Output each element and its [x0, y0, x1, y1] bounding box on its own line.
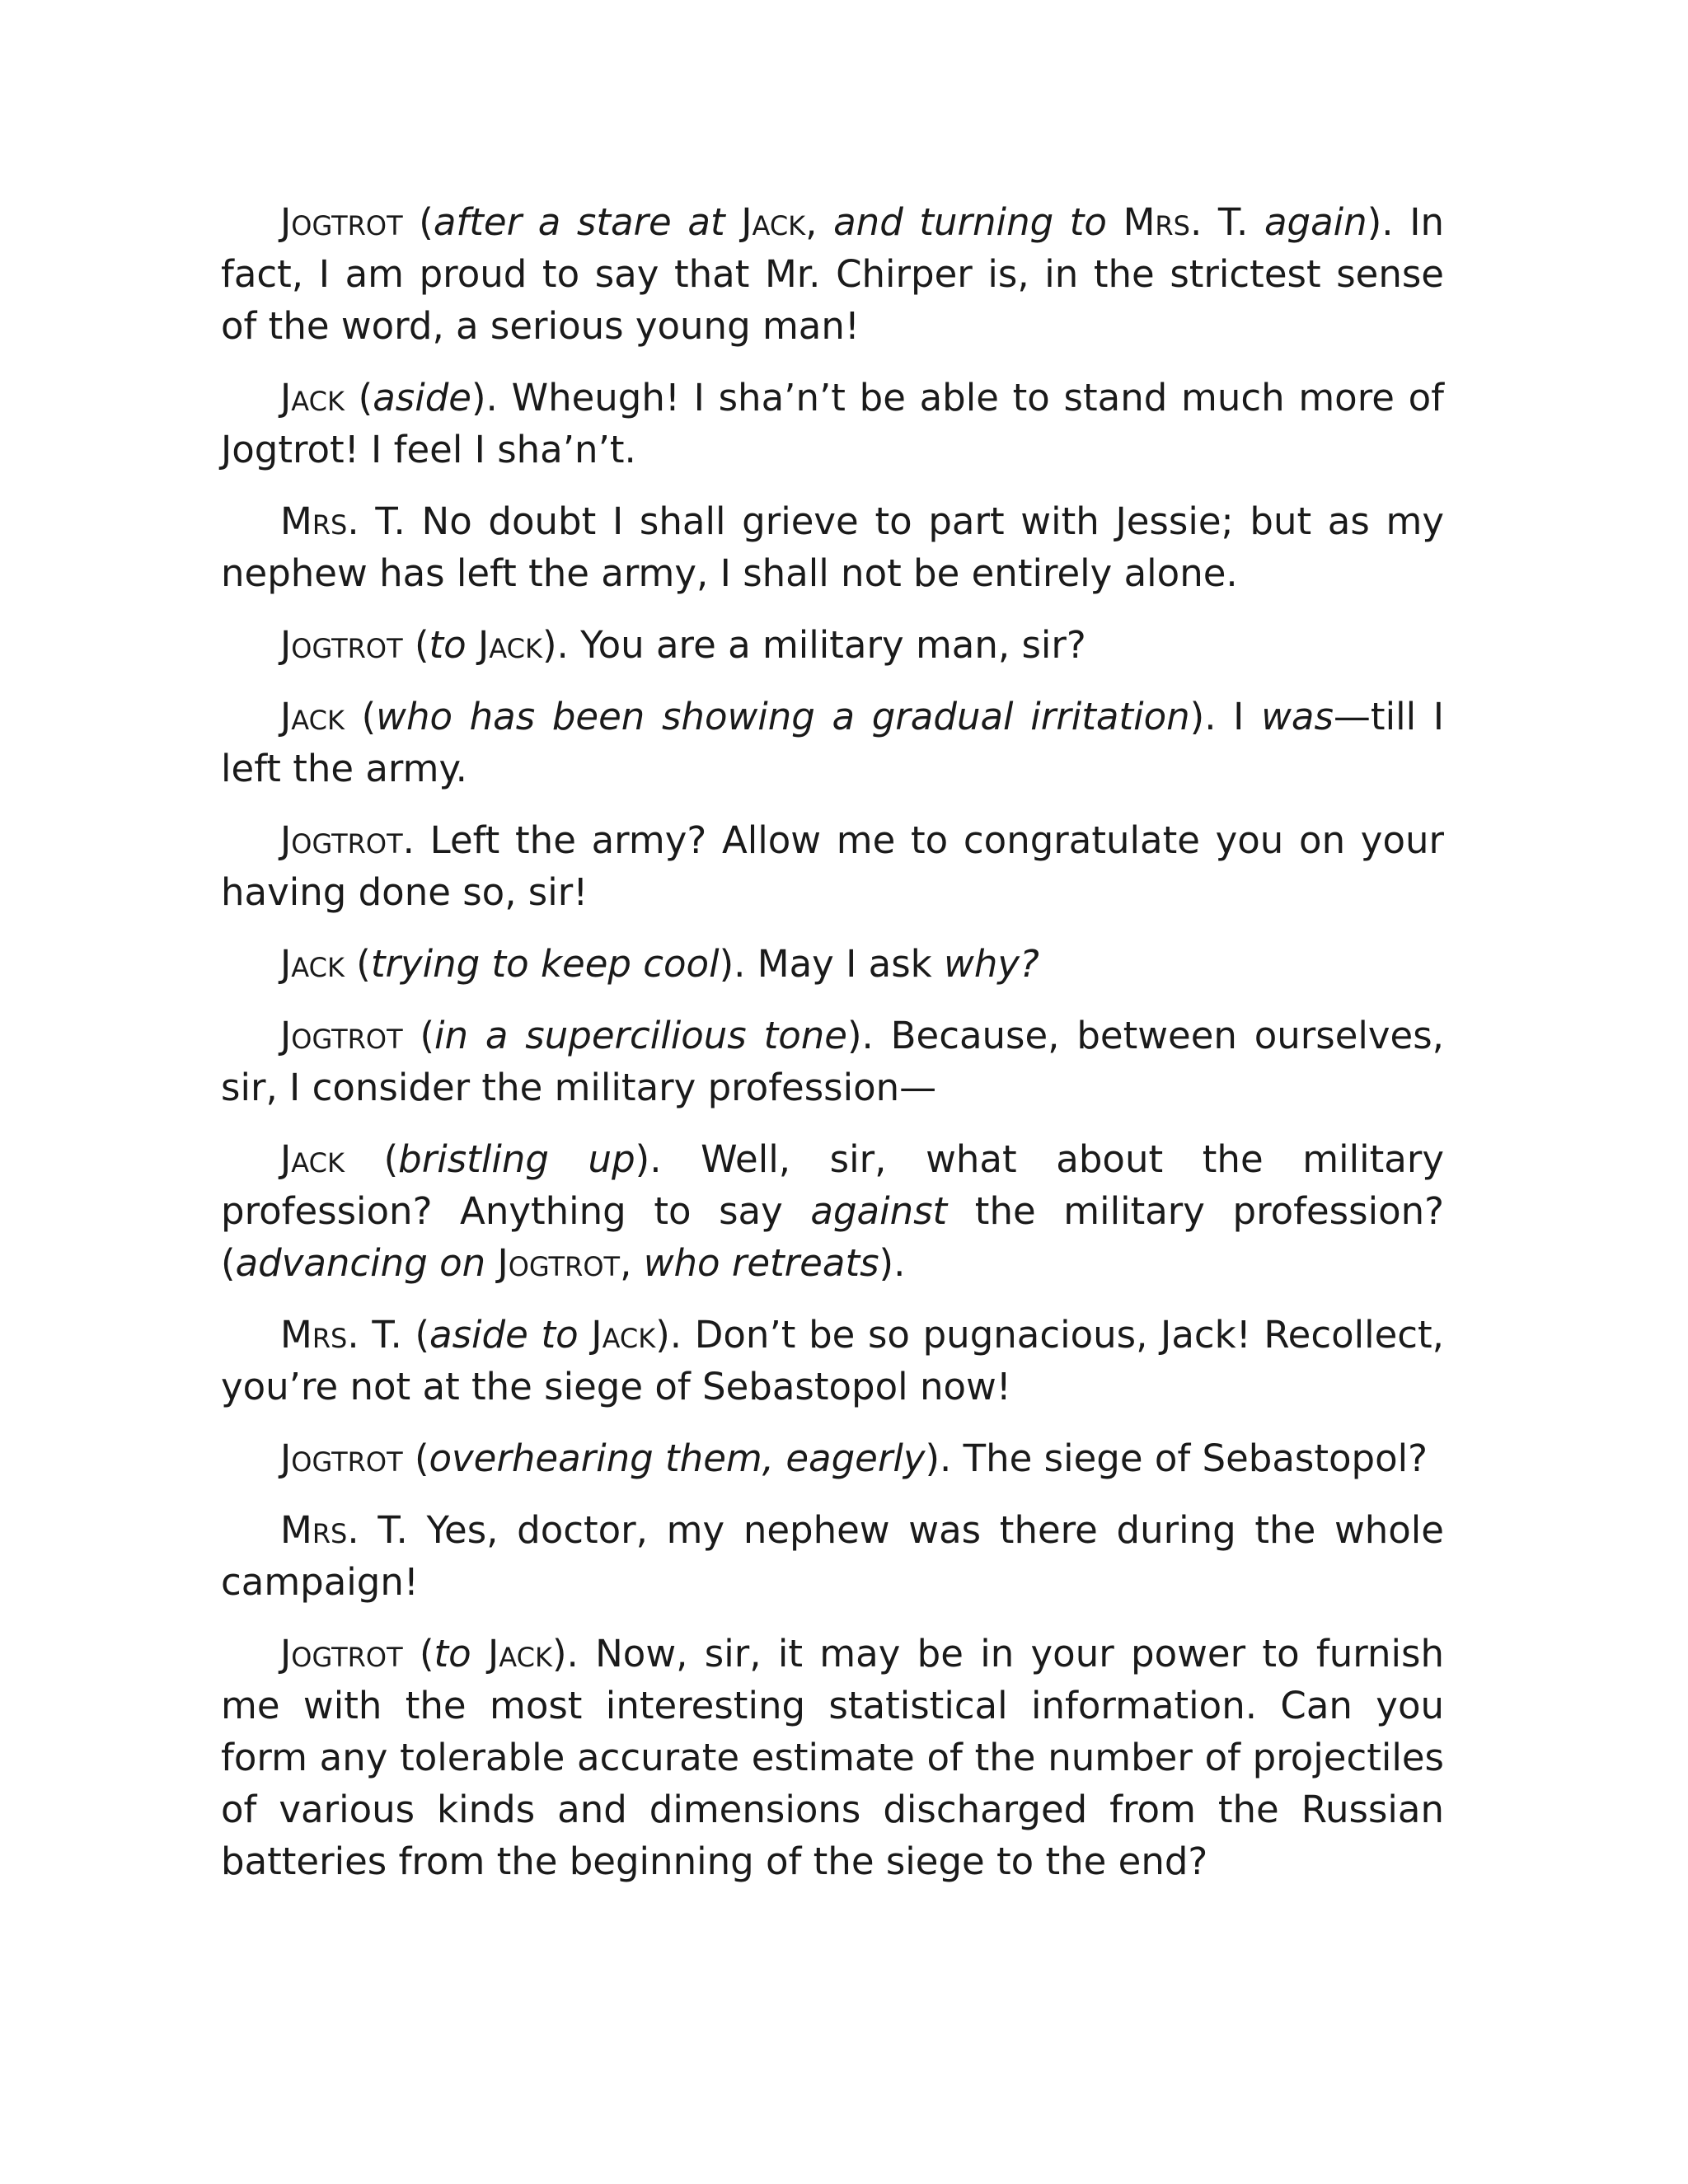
dialogue-text: , [620, 1241, 644, 1285]
dialogue-text [485, 1241, 497, 1285]
speaker-name: Mrs [280, 1508, 348, 1552]
stage-direction: to [434, 1632, 471, 1675]
dialogue-text: ). In fact, I am proud to say that Mr. Chirper is, in the strictest sense of the word, a serious young man! [221, 200, 1444, 348]
dialogue-paragraph [221, 938, 1444, 990]
stage-direction: trying to keep cool [370, 942, 720, 986]
dialogue-text: ). You are a military man, sir? [542, 623, 1086, 667]
stage-direction: was [1261, 695, 1334, 738]
dialogue-text: , [805, 200, 834, 244]
speaker-name: Jack [280, 376, 345, 419]
dialogue-paragraph [221, 1504, 1444, 1608]
dialogue-paragraph [221, 1133, 1444, 1289]
speaker-name: Jogtrot [280, 1436, 403, 1480]
dialogue-text: ). The siege of Sebastopol? [925, 1436, 1428, 1480]
dialogue-paragraph [221, 196, 1444, 352]
speaker-name: Jogtrot [280, 623, 403, 667]
dialogue-paragraph [221, 691, 1444, 794]
dialogue-text: ( [344, 1137, 399, 1181]
dialogue-text: . Left the army? Allow me to congratulate you on your having done so, sir! [221, 818, 1444, 914]
dialogue-text: —till I left the army. [221, 695, 1444, 790]
speaker-name: Jack [280, 695, 345, 738]
speaker-name: Jack [280, 1137, 345, 1181]
dialogue-paragraph [221, 372, 1444, 476]
dialogue-text: ( [402, 1436, 429, 1480]
dialogue-text [467, 623, 478, 667]
speaker-name: Jack [280, 942, 345, 986]
stage-direction: aside [373, 376, 471, 419]
speaker-name: Jogtrot [280, 200, 403, 244]
dialogue-text: ( [402, 200, 434, 244]
dialogue-paragraph [221, 619, 1444, 671]
dialogue-text: ). Because, between ourselves, sir, I consider the military profession— [221, 1014, 1444, 1109]
stage-direction: after a stare at [433, 200, 725, 244]
speaker-name: Jack [488, 1632, 552, 1675]
dialogue-text [725, 200, 742, 244]
dialogue-text: the military profession? ( [221, 1189, 1445, 1285]
dialogue-text: . T. [1189, 200, 1264, 244]
dialogue-text: ). I [1189, 695, 1262, 738]
stage-direction: to [429, 623, 467, 667]
dialogue-text: ). Now, sir, it may be in your power to furnish me with the most interesting statistical information. Can you form any tolerable accurate estimate of the number of projectiles of various kinds and dimensions discharged from the Russian batteries from the beginning of the siege to the end? [221, 1632, 1444, 1883]
speaker-name: Jack [478, 623, 542, 667]
dialogue-text [1107, 200, 1123, 244]
stage-direction: in a supercilious tone [434, 1014, 847, 1057]
speaker-name: Mrs [280, 1313, 348, 1357]
dialogue-text: ( [402, 1632, 434, 1675]
dialogue-paragraph [221, 814, 1444, 918]
speaker-name: Jogtrot [497, 1241, 621, 1285]
dialogue-text: . T. ( [347, 1313, 430, 1357]
dialogue-text: . T. Yes, doctor, my nephew was there during the whole campaign! [221, 1508, 1444, 1604]
speaker-name: Mrs [280, 499, 348, 543]
speaker-name: Jogtrot [280, 1632, 403, 1675]
dialogue-text: ( [344, 376, 373, 419]
stage-direction: why? [944, 942, 1039, 986]
dialogue-paragraph [221, 1432, 1444, 1484]
dialogue-text: ( [402, 623, 429, 667]
speaker-name: Mrs [1123, 200, 1190, 244]
dialogue-paragraph [221, 1309, 1444, 1413]
dialogue-paragraph [221, 495, 1444, 599]
stage-direction: who retreats [643, 1241, 879, 1285]
dialogue-text: ( [344, 942, 371, 986]
speaker-name: Jogtrot [280, 818, 403, 862]
dialogue-text: ( [402, 1014, 435, 1057]
speaker-name: Jack [741, 200, 806, 244]
dialogue-text [579, 1313, 592, 1357]
stage-direction: again [1264, 200, 1367, 244]
stage-direction: overhearing them, eagerly [429, 1436, 926, 1480]
dialogue-text: ). Wheugh! I sha’n’t be able to stand much more of Jogtrot! I feel I sha’n’t. [221, 376, 1444, 471]
dialogue-text: ). May I ask [719, 942, 945, 986]
stage-direction: aside to [429, 1313, 579, 1357]
stage-direction: and turning to [833, 200, 1107, 244]
dialogue-text: ). Well, sir, what about the military profession? Anything to say [221, 1137, 1444, 1233]
stage-direction: advancing on [235, 1241, 486, 1285]
dialogue-paragraph [221, 1628, 1444, 1887]
speaker-name: Jack [591, 1313, 656, 1357]
dialogue-text: ). [879, 1241, 906, 1285]
dialogue-text [471, 1632, 488, 1675]
stage-direction: bristling up [398, 1137, 635, 1181]
dialogue-paragraph [221, 1010, 1444, 1113]
dialogue-text: ). Don’t be so pugnacious, Jack! Recollect, you’re not at the siege of Sebastopol now! [221, 1313, 1444, 1408]
speaker-name: Jogtrot [280, 1014, 403, 1057]
dialogue-text: ( [344, 695, 377, 738]
stage-direction: against [810, 1189, 948, 1233]
dialogue-text: . T. No doubt I shall grieve to part with Jessie; but as my nephew has left the army, I shall not be entirely alone. [221, 499, 1444, 595]
play-text-body [221, 196, 1444, 1887]
stage-direction: who has been showing a gradual irritation [376, 695, 1190, 738]
document-page [221, 196, 1444, 1907]
